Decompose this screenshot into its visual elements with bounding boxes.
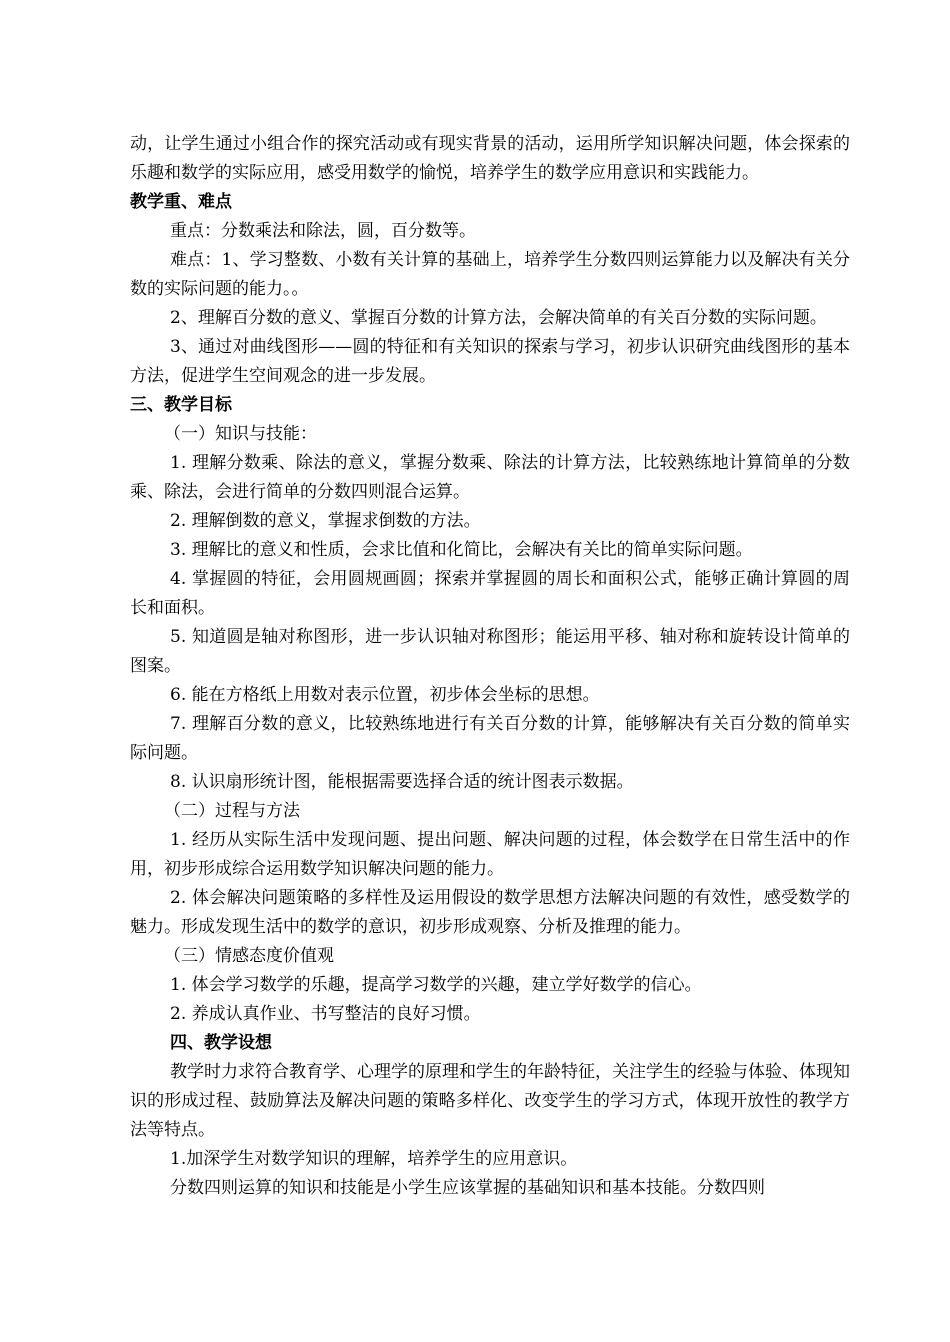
emotion-item-2: 2. 养成认真作业、书写整洁的良好习惯。 (170, 1004, 481, 1024)
goal-item-3: 3. 理解比的意义和性质，会求比值和化简比，会解决有关比的简单实际问题。 (170, 540, 753, 560)
subheading-knowledge-skills: （一）知识与技能： (164, 424, 317, 444)
method-item-2: 2. 体会解决问题策略的多样性及运用假设的数学思想方法解决问题的有效性，感受数学的魅力。形成发现生活中的数学的意识，初步形成观察、分析及推理的能力。 (130, 888, 850, 937)
intro-paragraph: 动，让学生通过小组合作的探究活动或有现实背景的活动，运用所学知识解决问题，体会探索的乐趣和数学的实际应用，感受用数学的愉悦，培养学生的数学应用意识和实践能力。 (130, 134, 850, 183)
key-point-paragraph: 重点：分数乘法和除法，圆，百分数等。 (170, 221, 476, 241)
goal-item-1: 1. 理解分数乘、除法的意义，掌握分数乘、除法的计算方法，比较熟练地计算简单的分数乘、除法，会进行简单的分数四则混合运算。 (130, 453, 850, 502)
heading-key-difficult: 教学重、难点 (130, 192, 232, 212)
goal-item-7: 7. 理解百分数的意义，比较熟练地进行有关百分数的计算，能够解决有关百分数的简单实际问题。 (130, 714, 850, 763)
goal-item-5: 5. 知道圆是轴对称图形，进一步认识轴对称图形；能运用平移、轴对称和旋转设计简单的图案。 (130, 627, 850, 676)
method-item-1: 1. 经历从实际生活中发现问题、提出问题、解决问题的过程，体会数学在日常生活中的作用，初步形成综合运用数学知识解决问题的能力。 (130, 830, 850, 879)
heading-teaching-design: 四、教学设想 (170, 1033, 272, 1053)
subheading-emotion-values: （三）情感态度价值观 (164, 946, 334, 966)
difficult-point-3: 3、通过对曲线图形——圆的特征和有关知识的探索与学习，初步认识研究曲线图形的基本方法，促进学生空间观念的进一步发展。 (130, 337, 850, 386)
goal-item-8: 8. 认识扇形统计图，能根据需要选择合适的统计图表示数据。 (170, 772, 634, 792)
heading-teaching-goals: 三、教学目标 (130, 395, 232, 415)
goal-item-2: 2. 理解倒数的意义，掌握求倒数的方法。 (170, 511, 481, 531)
goal-item-6: 6. 能在方格纸上用数对表示位置，初步体会坐标的思想。 (170, 685, 600, 705)
goal-item-4: 4. 掌握圆的特征，会用圆规画圆；探索并掌握圆的周长和面积公式，能够正确计算圆的周长和面积。 (130, 569, 850, 618)
design-paragraph-2: 分数四则运算的知识和技能是小学生应该掌握的基础知识和基本技能。分数四则 (170, 1178, 765, 1198)
emotion-item-1: 1. 体会学习数学的乐趣，提高学习数学的兴趣，建立学好数学的信心。 (170, 975, 702, 995)
design-paragraph: 教学时力求符合教育学、心理学的原理和学生的年龄特征，关注学生的经验与体验、体现知识的形成过程、鼓励算法及解决问题的策略多样化、改变学生的学习方式，体现开放性的教学方法等特点。 (130, 1062, 850, 1140)
design-item-1: 1.加深学生对数学知识的理解，培养学生的应用意识。 (170, 1149, 578, 1169)
difficult-point-2: 2、理解百分数的意义、掌握百分数的计算方法，会解决简单的有关百分数的实际问题。 (170, 308, 827, 328)
subheading-process-methods: （二）过程与方法 (164, 801, 300, 821)
difficult-point-1: 难点：1、学习整数、小数有关计算的基础上，培养学生分数四则运算能力以及解决有关分数的实际问题的能力。。 (130, 250, 850, 299)
document-page (130, 130, 850, 1203)
